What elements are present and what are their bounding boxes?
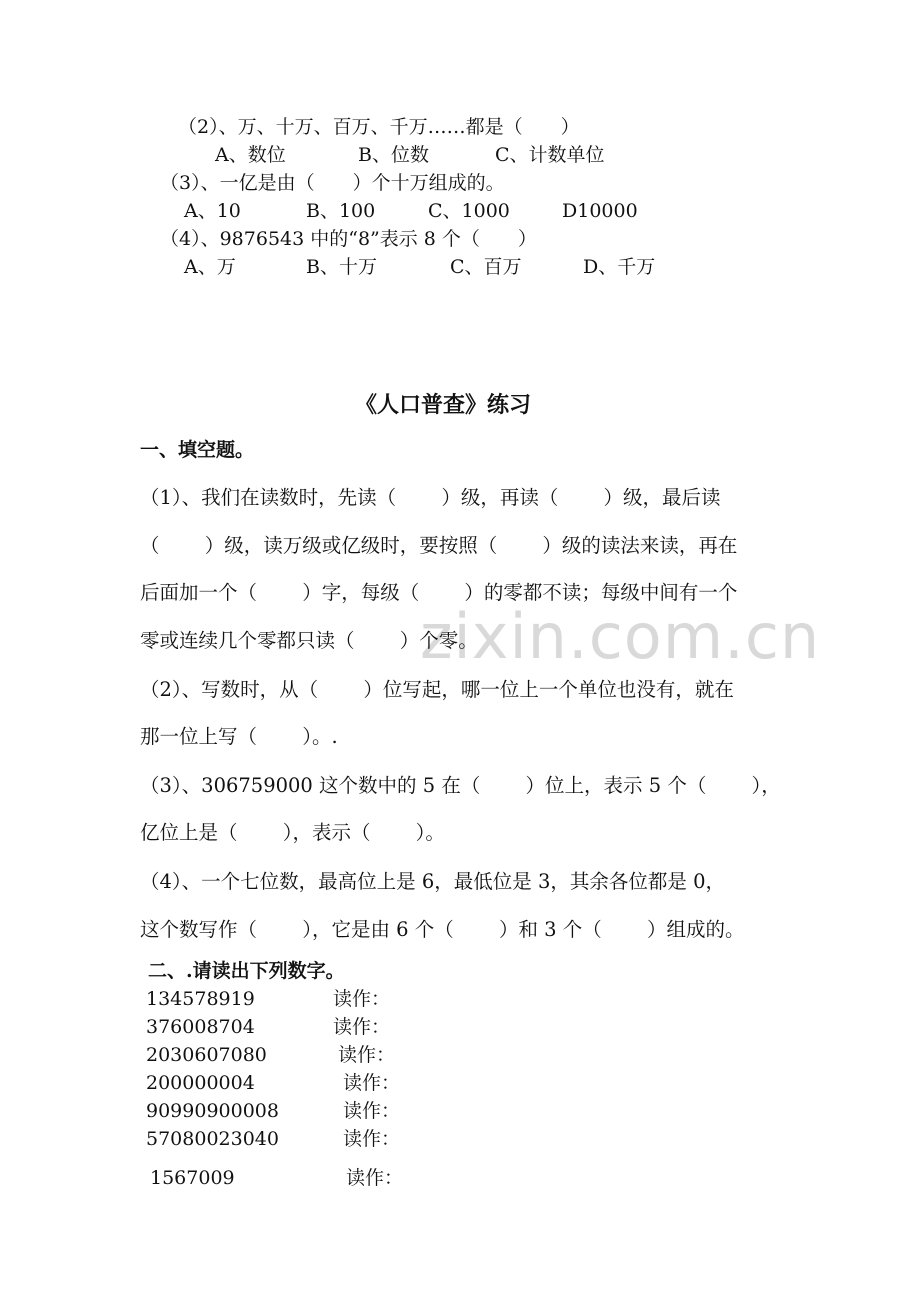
fill-blank-line: 零或连续几个零都只读（ ）个零。 (140, 629, 478, 652)
number-to-read: 90990900008 (146, 1100, 279, 1122)
number-to-read: 2030607080 (146, 1044, 267, 1066)
choice-option: B、十万 (306, 256, 377, 278)
fill-blank-line: 后面加一个（ ）字，每级（ ）的零都不读；每级中间有一个 (140, 581, 738, 604)
choice-option: D、千万 (583, 256, 656, 278)
read-as-label: 读作： (333, 988, 391, 1010)
read-as-label: 读作： (333, 1016, 391, 1038)
read-as-label: 读作： (343, 1128, 401, 1150)
choice-option: D10000 (562, 200, 638, 222)
choice-question-2: （2）、万、十万、百万、千万……都是（ ） (178, 116, 580, 138)
choice-option: B、100 (306, 200, 376, 222)
watermark: zixin.com.cn (420, 600, 821, 673)
number-to-read: 200000004 (146, 1072, 255, 1094)
read-as-label: 读作： (346, 1167, 404, 1189)
fill-blank-line: （1）、我们在读数时，先读（ ）级，再读（ ）级，最后读 (140, 486, 721, 509)
choice-question-4: （4）、9876543 中的“8”表示 8 个（ ） (160, 228, 537, 250)
choice-option: C、百万 (450, 256, 522, 278)
fill-blank-line: 那一位上写（ ）。. (140, 725, 338, 748)
read-as-label: 读作： (343, 1100, 401, 1122)
fill-blank-line: 亿位上是（ ），表示（ ）。 (140, 821, 445, 844)
number-to-read: 57080023040 (146, 1128, 279, 1150)
page-title: 《人口普查》练习 (355, 392, 532, 418)
fill-blank-line: 这个数写作（ ），它是由 6 个（ ）和 3 个（ ）组成的。 (140, 918, 745, 941)
section-heading-read-numbers: 二、.请读出下列数字。 (148, 960, 345, 982)
read-as-label: 读作： (338, 1044, 396, 1066)
choice-option: A、10 (184, 200, 241, 222)
fill-blank-line: （2）、写数时，从（ ）位写起，哪一位上一个单位也没有，就在 (140, 678, 734, 701)
number-to-read: 376008704 (146, 1016, 255, 1038)
read-as-label: 读作： (343, 1072, 401, 1094)
choice-question-3: （3）、一亿是由（ ）个十万组成的。 (160, 172, 505, 194)
choice-option: C、计数单位 (495, 144, 605, 166)
number-to-read: 1567009 (150, 1167, 235, 1189)
choice-option: C、1000 (428, 200, 510, 222)
number-to-read: 134578919 (146, 988, 255, 1010)
section-heading-fill-blank: 一、填空题。 (140, 439, 255, 461)
choice-option: A、数位 (215, 144, 286, 166)
choice-option: B、位数 (358, 144, 429, 166)
fill-blank-line: （ ）级，读万级或亿级时，要按照（ ）级的读法来读，再在 (140, 534, 738, 557)
fill-blank-line: （4）、一个七位数，最高位上是 6，最低位是 3，其余各位都是 0， (140, 870, 725, 893)
fill-blank-line: （3）、306759000 这个数中的 5 在（ ）位上，表示 5 个（ ）， (140, 774, 781, 797)
choice-option: A、万 (184, 256, 236, 278)
